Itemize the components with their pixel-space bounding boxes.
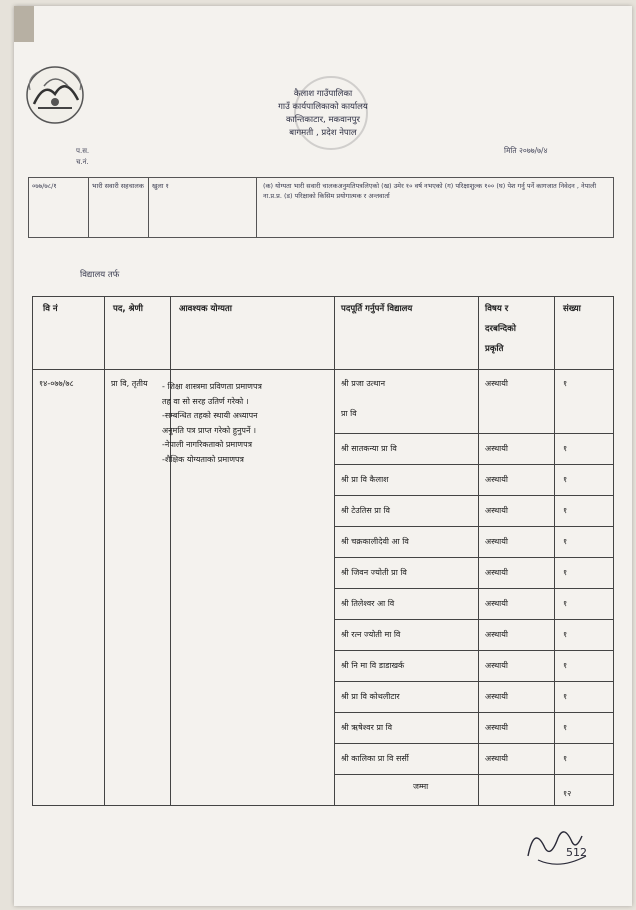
school-count: १ xyxy=(563,692,568,701)
school-name: श्री चक्रकालीदेवी आ वि xyxy=(341,537,409,546)
school-count: १ xyxy=(563,568,568,577)
school-count: १ xyxy=(563,475,568,484)
document-page xyxy=(14,6,632,906)
school-nature: अस्थायी xyxy=(485,599,508,608)
row-sn: १४-०७७/७८ xyxy=(39,379,74,388)
header-sn: वि नं xyxy=(43,304,58,314)
top-post-cell: भारी सवारी सहचालक xyxy=(89,178,149,237)
school-name: श्री जिवन ज्योती प्रा वि xyxy=(341,568,407,577)
school-count: १ xyxy=(563,599,568,608)
school-nature: अस्थायी xyxy=(485,506,508,515)
school-nature: अस्थायी xyxy=(485,568,508,577)
school-count: १ xyxy=(563,506,568,515)
vacancy-table-top xyxy=(28,177,614,238)
header-nature-line2: दरबन्दिको xyxy=(485,324,516,334)
qualification-line: तह वा सो सरह उतिर्ण गरेको । xyxy=(162,396,249,406)
total-value: १२ xyxy=(563,789,572,798)
school-name: श्री प्रा वि कैलाश xyxy=(341,475,389,484)
school-name: श्री ऋषेश्वर प्रा वि xyxy=(341,723,393,732)
school-count: १ xyxy=(563,723,568,732)
school-name: श्री प्रजा उत्थान xyxy=(341,379,386,388)
qualification-line: - शिक्षा शास्त्रमा प्रविणता प्रमाणपत्र xyxy=(162,382,262,391)
header-count: संख्या xyxy=(563,304,581,314)
school-count: १ xyxy=(563,379,568,388)
top-requirement-cell: (क) योग्यता भारी सवारी चालकअनुमतिपत्रलिएको (ख) उमेर १० वर्ष नभएको (ग) परिक्षाशुल्क १०० (घ) पेश गर्नु पर्ने कागजात निवेदन , नेपाली ना.प्र.प्र. (ड) परिक्षाको किसिम प्रयोगात्मक र अन्तवार्ता xyxy=(263,182,597,200)
signature-number: 512 xyxy=(566,846,587,859)
school-name: श्री रत्न ज्योती मा वि xyxy=(341,630,401,639)
school-nature: अस्थायी xyxy=(485,661,508,670)
school-name: श्री नि मा वि डाडाखर्क xyxy=(341,661,405,670)
school-count: १ xyxy=(563,661,568,670)
school-name: श्री कालिका प्रा वि सर्सी xyxy=(341,754,409,763)
top-ref-cell: ०७७/७८/१ xyxy=(29,178,89,237)
header-divider xyxy=(33,369,613,370)
school-name: श्री तिलेश्वर आ वि xyxy=(341,599,395,608)
school-nature: अस्थायी xyxy=(485,692,508,701)
header-qualification: आवश्यक योग्यता xyxy=(179,304,232,314)
qualification-list xyxy=(162,380,317,467)
header-municipality: कैलाश गाउँपालिका xyxy=(293,89,353,99)
school-name: श्री सातकन्या प्रा वि xyxy=(341,444,397,453)
school-count: १ xyxy=(563,444,568,453)
school-name: श्री टेउतिस प्रा वि xyxy=(341,506,390,515)
document-date: मिति २०७७/७/४ xyxy=(504,146,548,155)
school-nature: अस्थायी xyxy=(485,444,508,453)
col-post xyxy=(105,297,171,805)
header-address: कान्तिकाटार, मकवानपुर xyxy=(285,115,361,125)
col-sn xyxy=(33,297,105,805)
school-count: १ xyxy=(563,754,568,763)
qualification-line: -सम्बन्धित तहको स्थायी अध्यापन xyxy=(162,411,258,420)
school-name: श्री प्रा वि कोथलीटार xyxy=(341,692,400,701)
pa-sa-label: प.स. xyxy=(76,147,90,155)
school-vacancy-table xyxy=(32,296,614,806)
school-count: १ xyxy=(563,537,568,546)
school-nature: अस्थायी xyxy=(485,475,508,484)
school-nature: अस्थायी xyxy=(485,723,508,732)
section-title: विद्यालय तर्फ xyxy=(80,270,120,280)
cha-na-label: च.नं. xyxy=(76,158,89,166)
header-nature-line1: विषय र xyxy=(485,304,509,314)
header-post: पद, श्रेणी xyxy=(113,304,143,314)
school-nature: अस्थायी xyxy=(485,379,508,388)
top-type-cell: खुला १ xyxy=(149,178,257,237)
school-nature: अस्थायी xyxy=(485,630,508,639)
school-name-line2: प्रा वि xyxy=(341,409,357,418)
col-qualification xyxy=(171,297,335,805)
reference-numbers xyxy=(76,146,89,168)
school-count: १ xyxy=(563,630,568,639)
school-nature: अस्थायी xyxy=(485,537,508,546)
school-nature: अस्थायी xyxy=(485,754,508,763)
row-post: प्रा वि, तृतीय xyxy=(111,379,148,388)
qualification-line: अनुमति पत्र प्राप्त गरेको हुनुपर्ने । xyxy=(162,425,256,435)
header-province: बागमती , प्रदेश नेपाल xyxy=(289,128,357,138)
header-office: गाउँ कार्यपालिकाको कार्यालय xyxy=(278,102,368,112)
handwritten-signature xyxy=(520,816,600,876)
qualification-line: -शैक्षिक योग्यताको प्रमाणपत्र xyxy=(162,454,244,464)
header-nature-line3: प्रकृति xyxy=(485,344,504,354)
total-label: जम्मा xyxy=(413,782,429,791)
qualification-line: -नेपाली नागरिकताको प्रमाणपत्र xyxy=(162,440,253,449)
header-school: पदपूर्ति गर्नुपर्ने विद्यालय xyxy=(341,304,413,314)
torn-corner xyxy=(14,6,34,42)
